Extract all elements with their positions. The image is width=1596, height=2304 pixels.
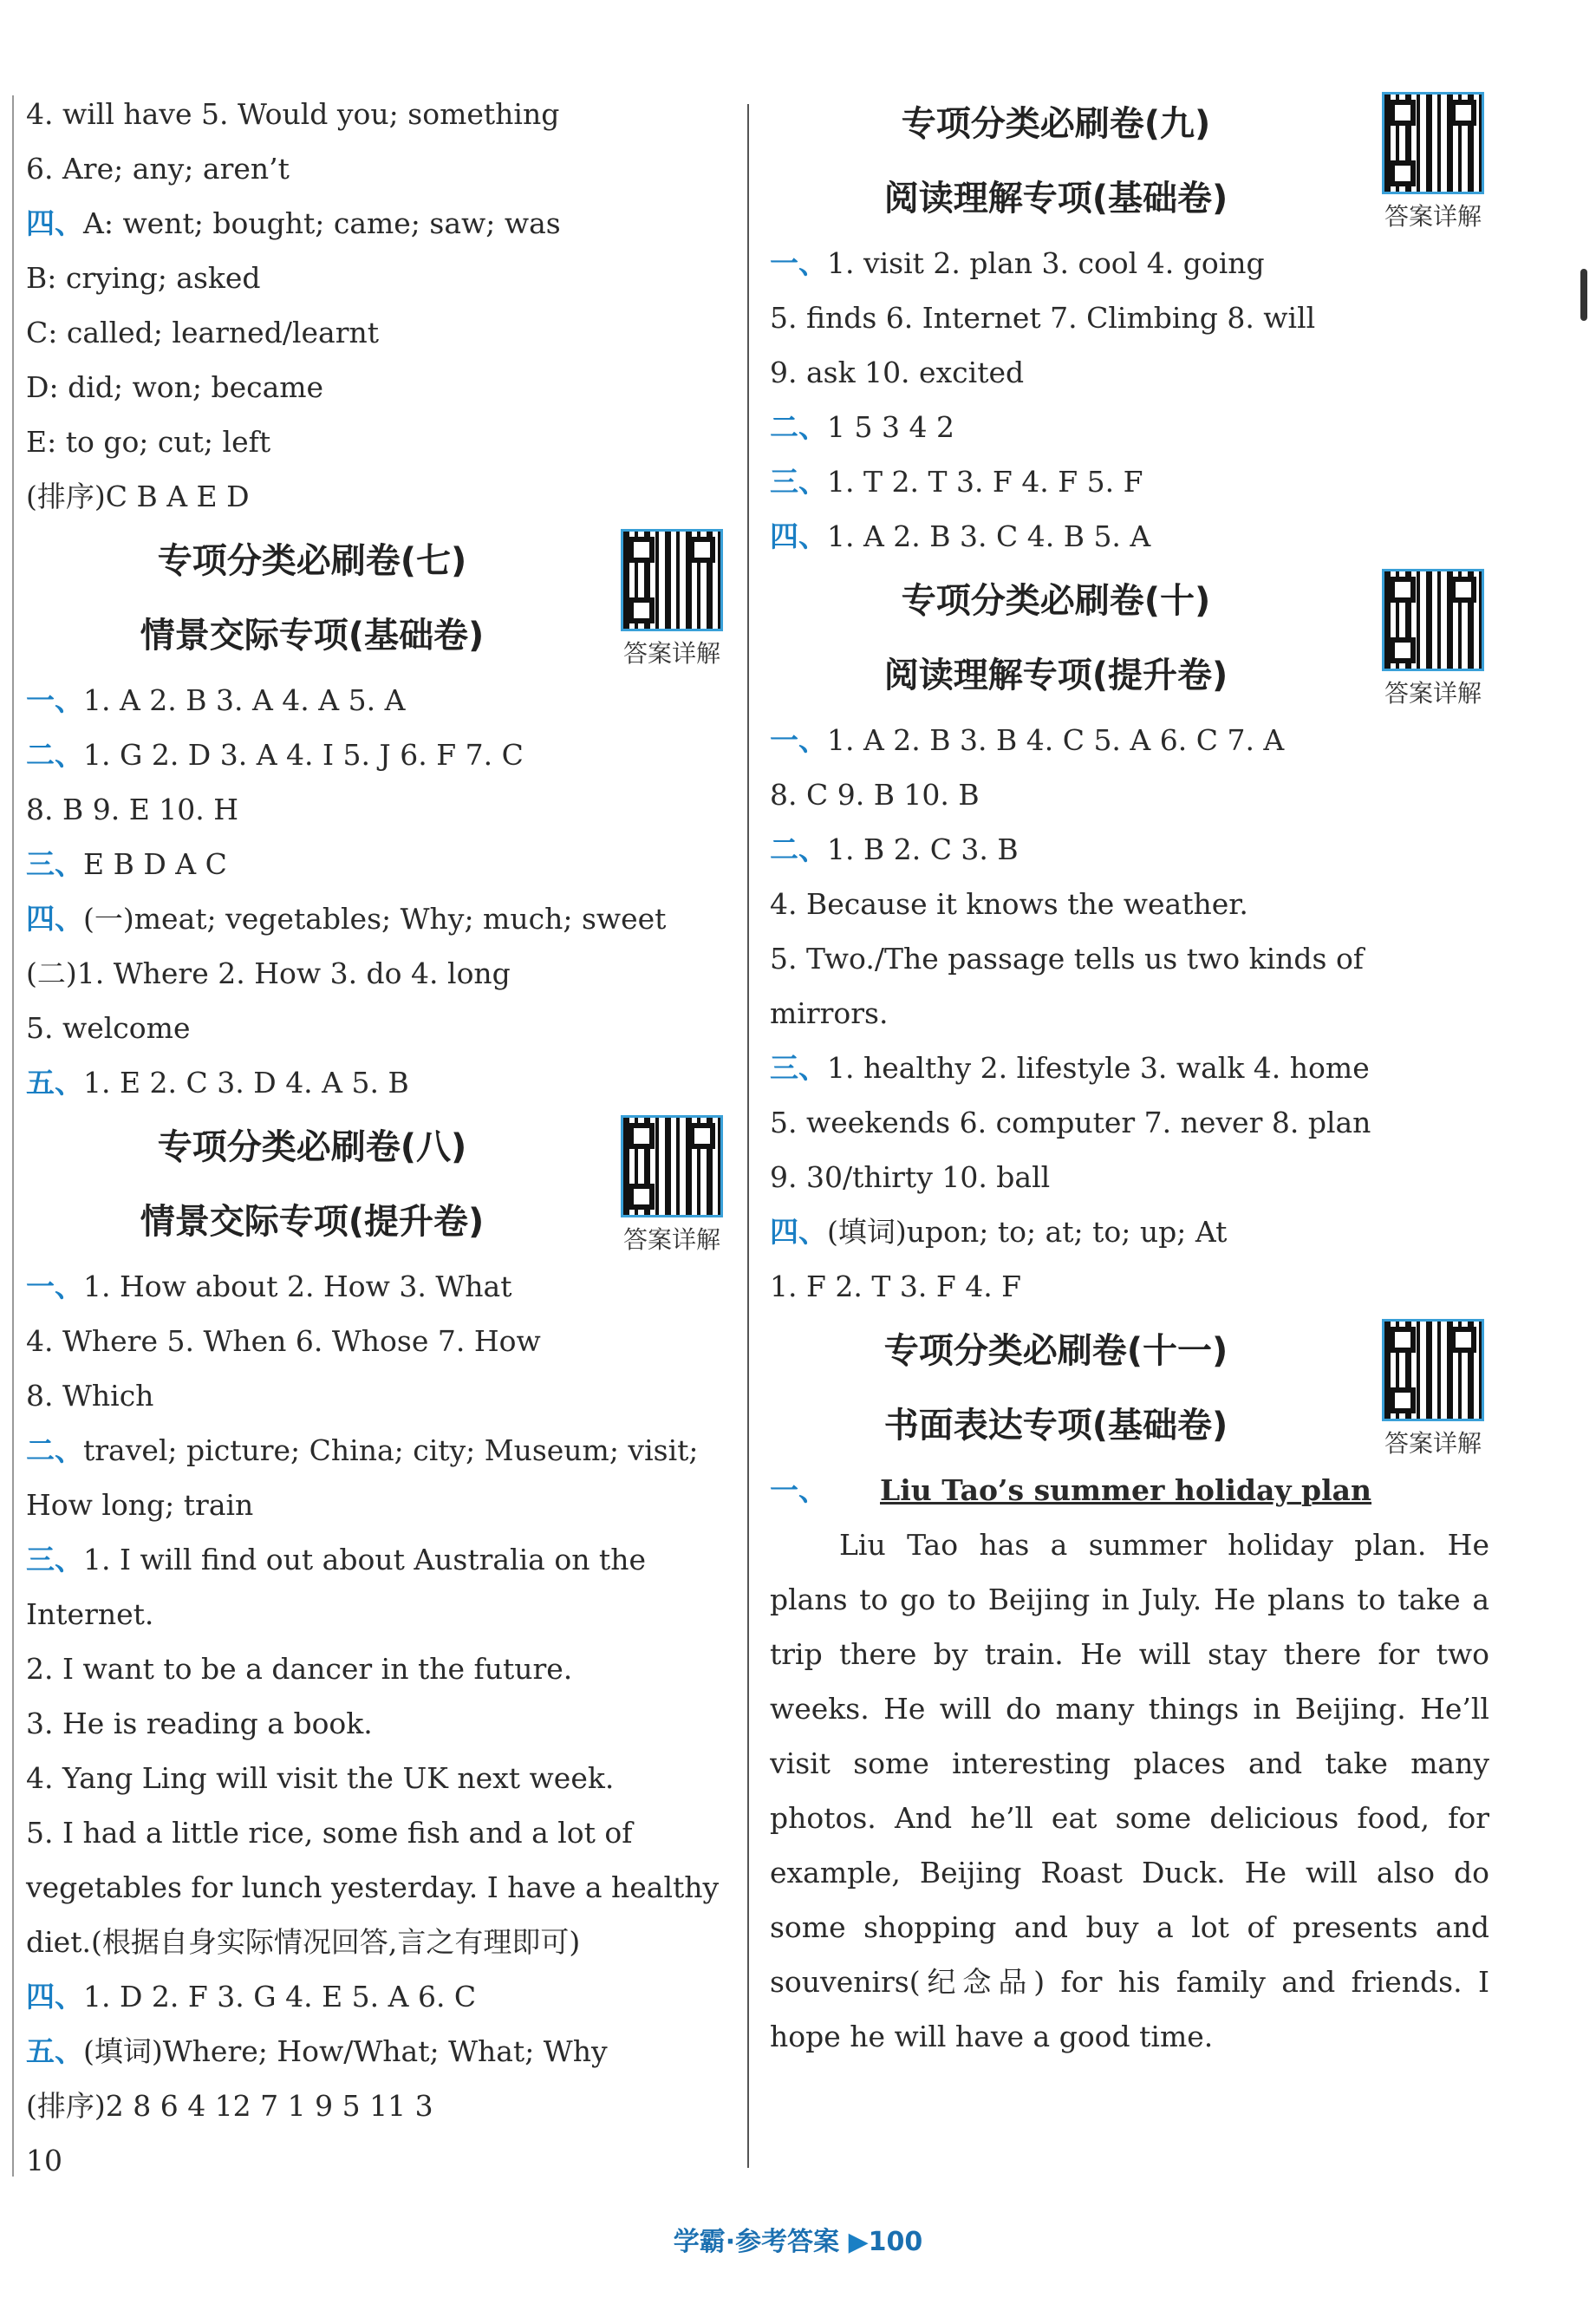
answer-line [26, 837, 728, 891]
answer-text: C: called; learned/learnt [26, 316, 379, 349]
answer-line [26, 1259, 728, 1314]
answer-line [26, 2024, 728, 2079]
answer-line [770, 986, 1489, 1041]
footer-label: ·参考答案 [725, 2227, 840, 2257]
answer-line [26, 1478, 728, 1532]
essay-line: example, Beijing Roast Duck. He will also do [770, 1856, 1489, 1890]
essay-line: plans to go to Beijing in July. He plans to take a [770, 1583, 1489, 1616]
essay-body [770, 1518, 1489, 2064]
answer-text: 5. I had a little rice, some fish and a lot of [26, 1816, 633, 1850]
answer-line [770, 1150, 1489, 1204]
answer-line [770, 713, 1489, 767]
answer-text: 1. D 2. F 3. G 4. E 5. A 6. C [83, 1980, 477, 2014]
answer-line [26, 196, 728, 251]
answer-line [770, 1041, 1489, 1095]
answer-line [26, 1915, 728, 1969]
section-subtitle: 阅读理解专项(基础卷) [883, 179, 1228, 219]
answer-line [26, 141, 728, 196]
essay-heading [770, 1463, 1489, 1518]
section-11 [770, 1314, 1489, 2064]
question-number: 四、 [26, 902, 83, 936]
right-column [770, 87, 1489, 2064]
essay-line: Liu Tao has a summer holiday plan. He [839, 1528, 1489, 1562]
section-10 [770, 564, 1489, 1314]
answer-line [26, 1368, 728, 1423]
page-edge-mark [1580, 269, 1587, 321]
answer-line [26, 305, 728, 360]
answer-text: 5. weekends 6. computer 7. never 8. plan [770, 1106, 1371, 1139]
answer-text: 3. He is reading a book. [26, 1707, 373, 1740]
qr-code-box[interactable] [616, 529, 728, 669]
answer-text: 4. Where 5. When 6. Whose 7. How [26, 1324, 541, 1358]
essay-line: weeks. He will do many things in Beijing. He’ll [770, 1692, 1489, 1726]
answer-text: 1. visit 2. plan 3. cool 4. going [827, 246, 1265, 280]
section-title: 专项分类必刷卷(十一) [883, 1331, 1228, 1371]
section-title: 专项分类必刷卷(七) [157, 541, 467, 581]
question-number: 一、 [26, 1269, 83, 1303]
section-title: 专项分类必刷卷(八) [157, 1127, 467, 1167]
answer-text: vegetables for lunch yesterday. I have a healthy [26, 1870, 720, 1904]
qr-code-icon[interactable] [621, 1115, 723, 1217]
essay-line: visit some interesting places and take many [770, 1746, 1489, 1780]
qr-code-icon[interactable] [1382, 92, 1484, 194]
answer-line [770, 1259, 1489, 1314]
section-subtitle: 阅读理解专项(提升卷) [883, 656, 1228, 695]
qr-caption: 答案详解 [1384, 679, 1482, 708]
question-number: 三、 [26, 1543, 83, 1576]
question-number: 四、 [770, 519, 827, 553]
qr-code-box[interactable] [1377, 1319, 1489, 1459]
question-number: 三、 [770, 465, 827, 499]
answer-line [770, 822, 1489, 877]
answer-line [26, 469, 728, 524]
answer-text: 4. will have 5. Would you; something [26, 97, 560, 131]
answer-line [26, 251, 728, 305]
answer-line [26, 1423, 728, 1478]
answer-text: 4. Yang Ling will visit the UK next week. [26, 1761, 615, 1795]
answer-text: 1 5 3 4 2 [827, 410, 954, 444]
column-divider [747, 104, 749, 2168]
triangle-right-icon: ▶ [848, 2227, 869, 2257]
question-number: 二、 [26, 1433, 83, 1467]
answer-text: 1. How about 2. How 3. What [83, 1269, 512, 1303]
question-number: 五、 [26, 2034, 83, 2068]
answer-line [26, 1969, 728, 2024]
answer-text: 1. I will find out about Australia on the [83, 1543, 646, 1576]
answer-line [770, 1095, 1489, 1150]
section-answers [26, 673, 728, 1110]
answer-line [26, 414, 728, 469]
answer-text: 1. F 2. T 3. F 4. F [770, 1269, 1022, 1303]
qr-caption: 答案详解 [1384, 1429, 1482, 1458]
question-number: 二、 [770, 410, 827, 444]
qr-caption: 答案详解 [1384, 202, 1482, 231]
question-number: 五、 [26, 1066, 83, 1100]
answer-text: travel; picture; China; city; Museum; visit; [83, 1433, 699, 1467]
brand-logo: 学霸 [673, 2227, 726, 2257]
answer-text: How long; train [26, 1488, 254, 1522]
answer-line [26, 673, 728, 728]
qr-code-icon[interactable] [1382, 1319, 1484, 1421]
essay-line: hope he will have a good time. [770, 2020, 1214, 2053]
answer-line [26, 1314, 728, 1368]
qr-caption: 答案详解 [622, 1225, 720, 1254]
answer-line [26, 1001, 728, 1055]
question-number: 四、 [770, 1215, 827, 1249]
answer-text: 2. I want to be a dancer in the future. [26, 1652, 573, 1686]
answer-text: 10 [26, 2144, 62, 2177]
question-number: 三、 [770, 1051, 827, 1085]
answer-line [26, 728, 728, 782]
section-title: 专项分类必刷卷(九) [901, 104, 1211, 144]
answer-text: 1. healthy 2. lifestyle 3. walk 4. home [827, 1051, 1370, 1085]
essay-line: photos. And he’ll eat some delicious food, for [770, 1801, 1489, 1835]
answer-line [26, 2079, 728, 2133]
answer-text: diet.(根据自身实际情况回答,言之有理即可) [26, 1925, 581, 1959]
answer-text: 1. A 2. B 3. B 4. C 5. A 6. C 7. A [827, 723, 1285, 757]
answer-line [26, 1532, 728, 1587]
question-number: 四、 [26, 1980, 83, 2014]
question-number: 一、 [770, 246, 827, 280]
answer-text: 1. T 2. T 3. F 4. F 5. F [827, 465, 1143, 499]
question-number: 三、 [26, 847, 83, 881]
answer-text: 5. welcome [26, 1011, 191, 1045]
answer-text: Internet. [26, 1597, 154, 1631]
answer-text: 9. 30/thirty 10. ball [770, 1160, 1051, 1194]
answer-text: 1. E 2. C 3. D 4. A 5. B [83, 1066, 409, 1100]
answer-line [770, 345, 1489, 400]
section-title: 专项分类必刷卷(十) [901, 581, 1211, 621]
answer-text: A: went; bought; came; saw; was [83, 206, 561, 240]
answer-text: (排序)2 8 6 4 12 7 1 9 5 11 3 [26, 2089, 433, 2123]
answer-text: 1. A 2. B 3. A 4. A 5. A [83, 683, 406, 717]
section-subtitle: 情景交际专项(基础卷) [140, 616, 485, 656]
qr-code-box[interactable] [1377, 569, 1489, 709]
answer-text: (排序)C B A E D [26, 480, 250, 513]
answer-line [26, 1860, 728, 1915]
answer-text: (二)1. Where 2. How 3. do 4. long [26, 956, 511, 990]
question-number: 一、 [26, 683, 83, 717]
answer-line [770, 931, 1489, 986]
answer-line [770, 236, 1489, 290]
answer-text: (填词)Where; How/What; What; Why [83, 2034, 608, 2068]
question-number: 一、 [770, 723, 827, 757]
essay-line: some shopping and buy a lot of presents and [770, 1910, 1489, 1944]
qr-code-icon[interactable] [1382, 569, 1484, 671]
answer-text: D: did; won; became [26, 370, 324, 404]
section-subtitle: 情景交际专项(提升卷) [140, 1202, 485, 1242]
answer-line [770, 1204, 1489, 1259]
answer-text: 5. Two./The passage tells us two kinds of [770, 942, 1365, 976]
answer-line [26, 891, 728, 946]
page-footer [0, 2220, 1596, 2258]
question-number: 四、 [26, 206, 83, 240]
section-answers [26, 1259, 728, 2188]
answer-text: 1. A 2. B 3. C 4. B 5. A [827, 519, 1151, 553]
answer-line [26, 1751, 728, 1805]
answer-line [770, 877, 1489, 931]
question-number: 一、 [770, 1473, 827, 1507]
answer-text: 9. ask 10. excited [770, 356, 1025, 389]
essay-title: Liu Tao’s summer holiday plan [880, 1473, 1372, 1507]
section-8 [26, 1110, 728, 2188]
answer-line [26, 1696, 728, 1751]
essay-line: trip there by train. He will stay there for two [770, 1637, 1489, 1671]
section-9 [770, 87, 1489, 564]
answer-line [770, 290, 1489, 345]
answer-line [26, 1587, 728, 1642]
answer-text: E: to go; cut; left [26, 425, 271, 459]
answer-text: 1. B 2. C 3. B [827, 832, 1019, 866]
question-number: 二、 [770, 832, 827, 866]
qr-code-box[interactable] [1377, 92, 1489, 232]
answers-block-continued [26, 87, 728, 524]
answer-text: 6. Are; any; aren’t [26, 152, 290, 186]
answer-line [26, 2133, 728, 2188]
answer-text: 5. finds 6. Internet 7. Climbing 8. will [770, 301, 1316, 335]
answer-text: 8. C 9. B 10. B [770, 778, 980, 812]
answer-text: B: crying; asked [26, 261, 261, 295]
question-number: 二、 [26, 738, 83, 772]
answer-text: 8. B 9. E 10. H [26, 793, 239, 826]
page-number: 100 [868, 2227, 923, 2257]
section-7 [26, 524, 728, 1110]
qr-caption: 答案详解 [622, 639, 720, 668]
answer-line [26, 360, 728, 414]
answer-line [770, 400, 1489, 454]
answer-text: 8. Which [26, 1379, 154, 1413]
essay-line: souvenirs(纪念品) for his family and friends. I [770, 1965, 1489, 1999]
answer-line [26, 782, 728, 837]
answer-line [26, 1055, 728, 1110]
left-margin-rule [12, 95, 14, 2177]
answer-line [770, 509, 1489, 564]
answer-text: E B D A C [83, 847, 227, 881]
section-answers [770, 713, 1489, 1314]
section-answers [770, 236, 1489, 564]
answer-line [26, 946, 728, 1001]
answer-line [26, 87, 728, 141]
answer-text: 4. Because it knows the weather. [770, 887, 1248, 921]
left-column [26, 87, 728, 2188]
answer-line [770, 454, 1489, 509]
answer-line [26, 1642, 728, 1696]
qr-code-box[interactable] [616, 1115, 728, 1256]
answer-line [770, 767, 1489, 822]
answer-text: (一)meat; vegetables; Why; much; sweet [83, 902, 667, 936]
qr-code-icon[interactable] [621, 529, 723, 631]
answer-text: mirrors. [770, 996, 889, 1030]
answer-line [26, 1805, 728, 1860]
section-subtitle: 书面表达专项(基础卷) [883, 1406, 1228, 1446]
answer-text: 1. G 2. D 3. A 4. I 5. J 6. F 7. C [83, 738, 524, 772]
answer-text: (填词)upon; to; at; to; up; At [827, 1215, 1228, 1249]
